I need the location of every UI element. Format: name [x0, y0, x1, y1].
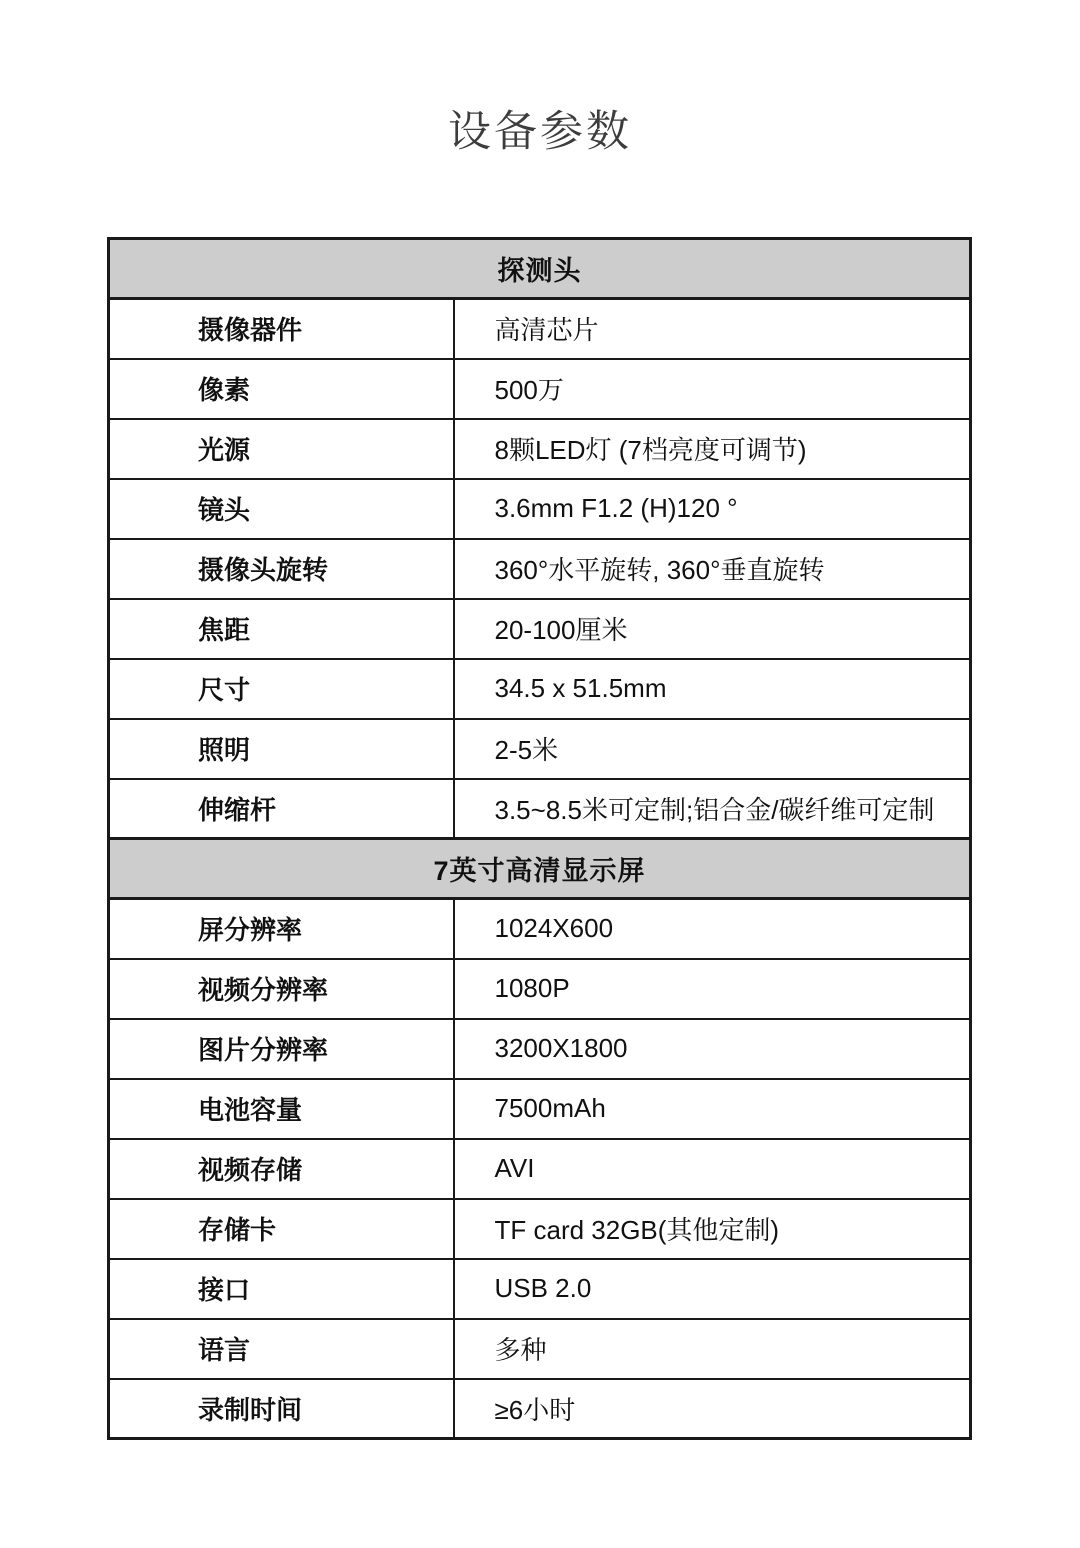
- section-header-row: [109, 839, 971, 899]
- table-row: [109, 1379, 971, 1439]
- section-header-probe: 探测头: [109, 239, 971, 299]
- spec-label-cell: 光源: [109, 419, 454, 479]
- table-row: [109, 1139, 971, 1199]
- spec-label-cell: 伸缩杆: [109, 779, 454, 839]
- spec-label-cell: 接口: [109, 1259, 454, 1319]
- table-row: [109, 1259, 971, 1319]
- spec-label-cell: 存储卡: [109, 1199, 454, 1259]
- table-row: [109, 899, 971, 959]
- spec-label-cell: 像素: [109, 359, 454, 419]
- table-row: [109, 1019, 971, 1079]
- table-row: [109, 1199, 971, 1259]
- table-row: [109, 299, 971, 359]
- spec-label-cell: 视频分辨率: [109, 959, 454, 1019]
- table-row: [109, 659, 971, 719]
- spec-value-cell: 1024X600: [454, 899, 971, 959]
- table-row: [109, 539, 971, 599]
- spec-value-cell: 20-100厘米: [454, 599, 971, 659]
- table-row: [109, 599, 971, 659]
- spec-value-cell: 34.5 x 51.5mm: [454, 659, 971, 719]
- spec-value-cell: 7500mAh: [454, 1079, 971, 1139]
- spec-label-cell: 镜头: [109, 479, 454, 539]
- spec-value-cell: 3.6mm F1.2 (H)120 °: [454, 479, 971, 539]
- section-header-display: 7英寸高清显示屏: [109, 839, 971, 899]
- spec-label-cell: 摄像器件: [109, 299, 454, 359]
- spec-value-cell: 3.5~8.5米可定制;铝合金/碳纤维可定制: [454, 779, 971, 839]
- spec-label-cell: 焦距: [109, 599, 454, 659]
- page-title: 设备参数: [448, 108, 632, 156]
- spec-value-cell: 3200X1800: [454, 1019, 971, 1079]
- spec-value-cell: 8颗LED灯 (7档亮度可调节): [454, 419, 971, 479]
- spec-label-cell: 录制时间: [109, 1379, 454, 1439]
- table-row: [109, 1079, 971, 1139]
- spec-value-cell: AVI: [454, 1139, 971, 1199]
- spec-label-cell: 摄像头旋转: [109, 539, 454, 599]
- section-header-row: [109, 239, 971, 299]
- table-row: [109, 779, 971, 839]
- spec-label-cell: 照明: [109, 719, 454, 779]
- table-row: [109, 479, 971, 539]
- spec-label-cell: 电池容量: [109, 1079, 454, 1139]
- spec-value-cell: 500万: [454, 359, 971, 419]
- spec-value-cell: 多种: [454, 1319, 971, 1379]
- table-row: [109, 959, 971, 1019]
- spec-value-cell: 高清芯片: [454, 299, 971, 359]
- table-row: [109, 1319, 971, 1379]
- spec-table: [107, 237, 972, 1440]
- table-row: [109, 719, 971, 779]
- spec-label-cell: 图片分辨率: [109, 1019, 454, 1079]
- spec-value-cell: 1080P: [454, 959, 971, 1019]
- spec-value-cell: TF card 32GB(其他定制): [454, 1199, 971, 1259]
- spec-value-cell: USB 2.0: [454, 1259, 971, 1319]
- spec-label-cell: 尺寸: [109, 659, 454, 719]
- table-row: [109, 419, 971, 479]
- spec-value-cell: 2-5米: [454, 719, 971, 779]
- spec-label-cell: 屏分辨率: [109, 899, 454, 959]
- spec-label-cell: 语言: [109, 1319, 454, 1379]
- table-row: [109, 359, 971, 419]
- spec-label-cell: 视频存储: [109, 1139, 454, 1199]
- spec-value-cell: ≥6小时: [454, 1379, 971, 1439]
- spec-value-cell: 360°水平旋转, 360°垂直旋转: [454, 539, 971, 599]
